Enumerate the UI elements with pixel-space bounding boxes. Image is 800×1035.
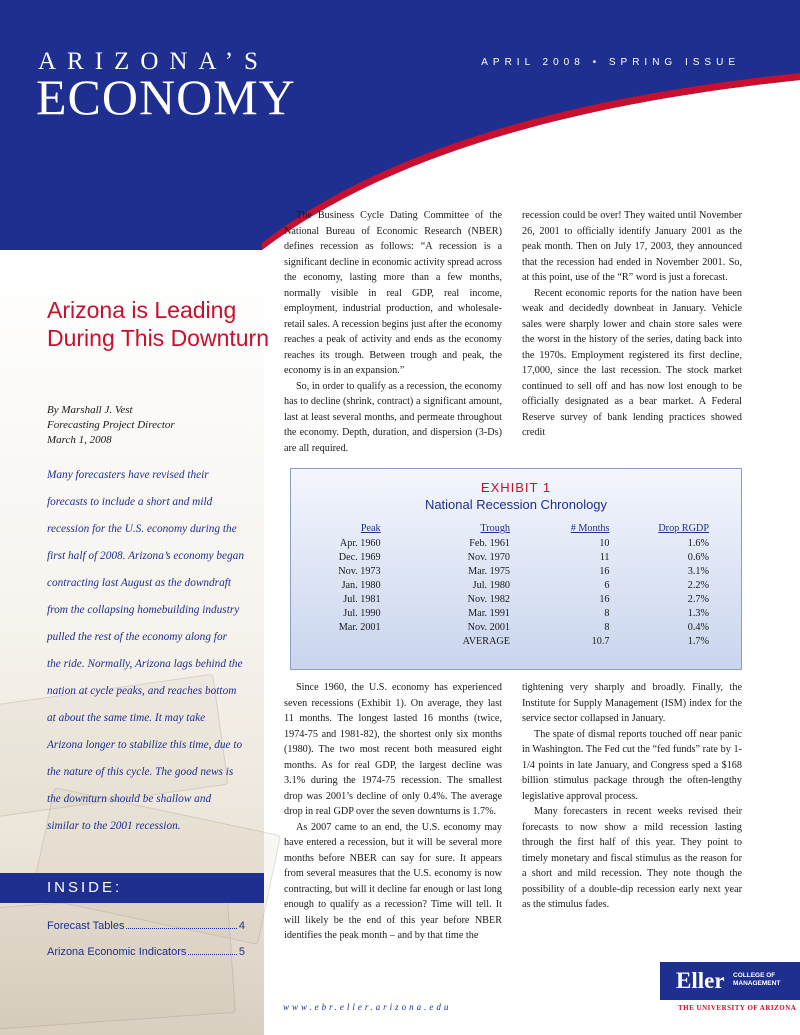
table-cell: 10.7 xyxy=(591,635,610,647)
byline-date: March 1, 2008 xyxy=(47,434,112,446)
masthead-title-top: ARIZONA’S xyxy=(38,48,269,75)
table-cell: 10 xyxy=(599,537,610,549)
byline-author: By Marshall J. Vest xyxy=(47,404,133,416)
currency-decoration xyxy=(0,891,236,1031)
table-cell: 0.4% xyxy=(687,621,709,633)
summary-line: from the collapsing homebuilding industry xyxy=(47,604,240,616)
article-paragraph: recession could be over! They waited until November 26, 2001 to officially identify January 2001 as the peak month. Then on July 17, 2003, they announced that the recession had ended in November 2001. So, at this point, use of the “R” word is just a forecast. xyxy=(522,210,742,283)
table-row xyxy=(311,536,721,550)
eller-logo-university: THE UNIVERSITY OF ARIZONA xyxy=(678,1004,797,1012)
eller-logo-word: Eller xyxy=(676,968,725,993)
column-header: # Months xyxy=(570,523,610,534)
table-cell: 11 xyxy=(599,551,610,563)
headline-line: Arizona is Leading xyxy=(47,297,237,323)
summary-line: the ride. Normally, Arizona lags behind the xyxy=(47,658,243,670)
article-paragraph: So, in order to qualify as a recession, the economy has to decline (shrink, contract) a significant amount, last at least several months, and permeate throughout the economy. Depth, duration, and dispersion (3-Ds) are all required. xyxy=(284,380,502,454)
table-cell: 0.6% xyxy=(687,551,709,563)
byline-title: Forecasting Project Director xyxy=(47,419,175,431)
column-header: Trough xyxy=(480,523,511,534)
table-cell: 16 xyxy=(599,565,610,577)
table-cell: Nov. 1973 xyxy=(338,565,381,577)
headline-line: During This Downturn xyxy=(47,325,270,351)
exhibit-subtitle: National Recession Chronology xyxy=(424,497,608,512)
eller-logo-college-line: MANAGEMENT xyxy=(733,980,781,987)
summary-line: Arizona longer to stabilize this time, due to xyxy=(47,739,243,751)
table-row xyxy=(311,606,721,620)
toc-item-page: 4 xyxy=(238,920,245,932)
article-paragraph: tightening very sharply and broadly. Finally, the Institute for Supply Management (ISM) index for the service sector collapsed in January. xyxy=(522,682,742,724)
toc-item-page: 5 xyxy=(238,946,245,958)
table-cell: 2.2% xyxy=(687,579,709,591)
table-cell: Nov. 2001 xyxy=(467,621,511,633)
summary-line: the downturn should be shallow and xyxy=(47,793,212,805)
article-paragraph: Since 1960, the U.S. economy has experienced seven recessions (Exhibit 1). On average, they last 11 months. The longest lasted 16 months (twice, 1974-75 and 1981-82), the shortest only six months (1980). The two most recent both measured eight months. As for real GDP, the largest decline was 3.1% during the 1974-75 recession. The smallest drop was 2001’s decline of only 0.4%. The average drop in real GDP over the seven downturns is 1.7%. xyxy=(284,682,502,817)
summary-line: forecasts to include a short and mild xyxy=(47,496,213,508)
article-column-4 xyxy=(522,680,742,913)
table-cell: 8 xyxy=(604,607,610,619)
summary-line: first half of 2008. Arizona’s economy began xyxy=(47,550,244,562)
eller-logo xyxy=(660,962,800,1022)
table-cell: Feb. 1961 xyxy=(469,537,511,549)
table-cell: AVERAGE xyxy=(462,635,511,647)
table-cell: 16 xyxy=(599,593,610,605)
summary-line: similar to the 2001 recession. xyxy=(47,820,181,832)
article-paragraph: As 2007 came to an end, the U.S. economy may have entered a recession, but it will be several more months before NBER can say for sure. It appears from several measures that the U.S. economy is now contracting, but will it decline far enough or last long enough to qualify as a recession? Time will tell. It will likely be the end of this year before NBER identifies the peak month – and by that time the xyxy=(284,821,502,941)
table-cell: 1.6% xyxy=(687,537,709,549)
table-row xyxy=(311,550,721,564)
summary-line: the nature of this cycle. The good news is xyxy=(47,766,234,778)
table-cell: 8 xyxy=(604,621,610,633)
toc-leader xyxy=(126,920,236,929)
article-column-2 xyxy=(522,208,742,441)
table-row xyxy=(311,578,721,592)
table-cell: Nov. 1970 xyxy=(467,551,511,563)
table-cell: Mar. 1975 xyxy=(468,565,511,577)
table-header-row xyxy=(311,523,721,536)
table-cell: Dec. 1969 xyxy=(338,551,381,563)
article-paragraph: The spate of dismal reports touched off near panic in Washington. The Fed cut the “fed funds” rate by 1-1/4 points in late January, and Congress sped a $168 billion stimulus package through the often-lengthy legislative approval process. xyxy=(522,728,742,802)
table-cell: Apr. 1960 xyxy=(339,537,381,549)
table-cell: Mar. 1991 xyxy=(468,607,511,619)
website-link[interactable]: www.ebr.eller.arizona.edu xyxy=(283,1002,452,1012)
table-cell: 2.7% xyxy=(687,593,709,605)
table-cell xyxy=(311,634,381,648)
summary-line: nation at cycle peaks, and reaches bottom xyxy=(47,685,237,697)
recession-table xyxy=(311,523,721,648)
inside-label: INSIDE: xyxy=(47,879,123,896)
table-row xyxy=(311,592,721,606)
summary-line: Many forecasters have revised their xyxy=(47,469,209,481)
table-row xyxy=(311,564,721,578)
summary-line: recession for the U.S. economy during the xyxy=(47,523,237,535)
table-cell: 1.7% xyxy=(687,635,709,647)
table-cell: Jul. 1990 xyxy=(343,607,381,619)
eller-logo-college-line: COLLEGE OF xyxy=(733,972,776,979)
article-column-1 xyxy=(284,208,502,456)
article-paragraph: The Business Cycle Dating Committee of the National Bureau of Economic Research (NBER) defines recession as follows: “A recession is a significant decline in economic activity spread across the economy, lasting more than a few months, normally visible in real GDP, real income, employment, industrial production, and wholesale-retail sales. A recession begins just after the economy reaches a peak of activity and ends as the economy reaches its trough. Between trough and peak, the economy is in an expansion.” xyxy=(284,210,502,376)
table-cell: 1.3% xyxy=(687,607,709,619)
article-paragraph: Recent economic reports for the nation have been weak and decidedly downbeat in January. Vehicle sales were sharply lower and chain store sales were the worst in the history of the series, dating back into the 1970s. Employment registered its first decline, 17,000, since the last recession. The stock market continued to sell off and has now lost enough to be officially designated as a bear market. A Federal Reserve survey of bank lending practices showed credit xyxy=(522,287,742,438)
table-cell: 6 xyxy=(604,579,610,591)
toc-item-label: Arizona Economic Indicators xyxy=(47,946,187,958)
column-header: Drop RGDP xyxy=(658,523,709,534)
inside-banner xyxy=(0,873,264,903)
toc-item-forecast-tables[interactable] xyxy=(47,920,245,932)
article-paragraph: Many forecasters in recent weeks revised their forecasts to now show a mild recession lasting through the first half of this year. They point to timely monetary and fiscal stimulus as the reason for a short and mild recession. They note though the possibility of a double-dip recession early next year as the stimulus fades. xyxy=(522,806,742,910)
table-row-average xyxy=(311,634,721,648)
toc-leader xyxy=(188,946,236,955)
toc-item-label: Forecast Tables xyxy=(47,920,125,932)
summary-line: contracting last August as the downdraft xyxy=(47,577,231,589)
issue-date: APRIL 2008 • SPRING ISSUE xyxy=(481,57,740,68)
toc-item-economic-indicators[interactable] xyxy=(47,946,245,958)
table-row xyxy=(311,620,721,634)
eller-logo-college xyxy=(733,972,780,988)
masthead-title-main: ECONOMY xyxy=(36,69,296,125)
table-cell: Nov. 1982 xyxy=(467,593,511,605)
table-cell: Mar. 2001 xyxy=(338,621,381,633)
table-cell: Jan. 1980 xyxy=(341,579,381,591)
byline xyxy=(47,403,175,448)
exhibit-title: EXHIBIT 1 xyxy=(480,480,552,495)
table-cell: 3.1% xyxy=(687,565,709,577)
summary-line: at about the same time. It may take xyxy=(47,712,206,724)
article-headline xyxy=(47,296,277,352)
table-cell: Jul. 1981 xyxy=(343,593,381,605)
table-cell: Jul. 1980 xyxy=(472,579,511,591)
column-header: Peak xyxy=(360,523,381,534)
summary-text xyxy=(47,462,269,840)
summary-line: pulled the rest of the economy along for xyxy=(47,631,227,643)
exhibit-table-box xyxy=(290,468,742,670)
article-column-3 xyxy=(284,680,502,944)
